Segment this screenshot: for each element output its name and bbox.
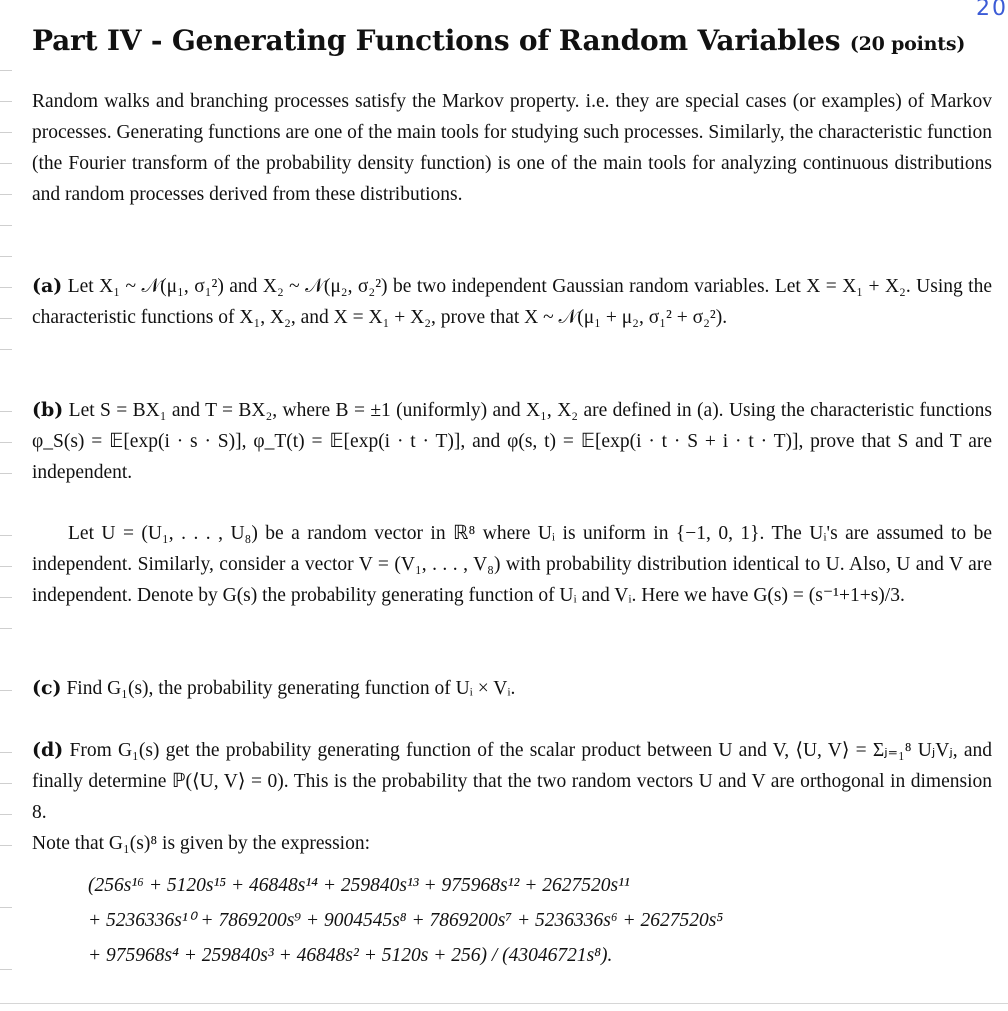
part-b-text: Let S = BX₁ and T = BX₂, where B = ±1 (uniformly) and X₁, X₂ are defined in (a). Using the characteristic functions φ_S(s) = 𝔼[exp(i · s · S)], φ_T(t) = 𝔼[exp(i · t · T)], and φ(s, t) = 𝔼[exp(i · t · S + i · t · T)], prove that S and T are independent. bbox=[32, 400, 992, 483]
polynomial-line-1: (256s¹⁶ + 5120s¹⁵ + 46848s¹⁴ + 259840s¹³ + 975968s¹² + 2627520s¹¹ bbox=[88, 875, 630, 896]
page-divider bbox=[0, 1003, 1008, 1004]
margin-tick bbox=[0, 628, 12, 629]
margin-tick bbox=[0, 752, 12, 753]
margin-tick bbox=[0, 907, 12, 908]
title-text: Part IV - Generating Functions of Random Variables bbox=[32, 24, 841, 57]
part-d-text: From G₁(s) get the probability generating function of the scalar product between U and V, ⟨U, V⟩ = Σⱼ₌₁⁸ UⱼVⱼ, and finally determine ℙ(⟨U, V⟩ = 0). This is the probability that the two random vectors U and V are orthogonal in dimension 8. bbox=[32, 740, 992, 823]
part-d-label: (d) bbox=[32, 739, 64, 761]
corner-handwritten-mark: 20 bbox=[976, 0, 1008, 21]
part-a bbox=[32, 271, 992, 333]
part-a-label: (a) bbox=[32, 275, 63, 297]
part-c-text: Find G₁(s), the probability generating function of Uᵢ × Vᵢ. bbox=[66, 678, 516, 699]
margin-tick bbox=[0, 70, 12, 71]
margin-tick bbox=[0, 163, 12, 164]
polynomial-line-2: + 5236336s¹⁰ + 7869200s⁹ + 9004545s⁸ + 7869200s⁷ + 5236336s⁶ + 2627520s⁵ bbox=[88, 910, 724, 931]
margin-tick bbox=[0, 194, 12, 195]
margin-tick bbox=[0, 101, 12, 102]
points-label: (20 points) bbox=[849, 33, 966, 55]
margin-tick bbox=[0, 442, 12, 443]
page-title bbox=[32, 24, 965, 57]
margin-tick bbox=[0, 845, 12, 846]
intro-paragraph: Random walks and branching processes satisfy the Markov property. i.e. they are special cases (or examples) of Markov processes. Generating functions are one of the main tools for studying such processes. Similarly, the characteristic function (the Fourier transform of the probability density function) is one of the main tools for analyzing continuous distributions and random processes derived from these distributions. bbox=[32, 91, 992, 205]
part-c bbox=[32, 673, 992, 704]
polynomial-line-3: + 975968s⁴ + 259840s³ + 46848s² + 5120s + 256) / (43046721s⁸). bbox=[88, 945, 613, 966]
part-b bbox=[32, 395, 992, 488]
margin-tick bbox=[0, 597, 12, 598]
margin-tick bbox=[0, 690, 12, 691]
margin-tick bbox=[0, 411, 12, 412]
margin-tick bbox=[0, 349, 12, 350]
part-c-label: (c) bbox=[32, 677, 62, 699]
part-a-text: Let X₁ ~ 𝒩(μ₁, σ₁²) and X₂ ~ 𝒩(μ₂, σ₂²) be two independent Gaussian random variables. Let X = X₁ + X₂. Using the characteristic functions of X₁, X₂, and X = X₁ + X₂, prove that X ~ 𝒩(μ₁ + μ₂, σ₁² + σ₂²). bbox=[32, 276, 993, 328]
part-b-label: (b) bbox=[32, 399, 64, 421]
margin-tick bbox=[0, 783, 12, 784]
setup-paragraph: Let U = (U₁, . . . , U₈) be a random vector in ℝ⁸ where Uᵢ is uniform in {−1, 0, 1}. The Uᵢ's are assumed to be independent. Similarly, consider a vector V = (V₁, . . . , V₈) with probability distribution identical to U. Also, U and V are independent. Denote by G(s) the probability generating function of Uᵢ and Vᵢ. Here we have G(s) = (s⁻¹+1+s)/3. bbox=[32, 523, 992, 606]
margin-tick bbox=[0, 969, 12, 970]
margin-tick bbox=[0, 535, 12, 536]
margin-tick bbox=[0, 473, 12, 474]
margin-tick bbox=[0, 566, 12, 567]
margin-tick bbox=[0, 256, 12, 257]
margin-tick bbox=[0, 814, 12, 815]
margin-tick bbox=[0, 225, 12, 226]
margin-tick bbox=[0, 318, 12, 319]
margin-tick bbox=[0, 132, 12, 133]
margin-tick bbox=[0, 287, 12, 288]
part-d-note: Note that G₁(s)⁸ is given by the expression: bbox=[32, 833, 370, 854]
part-d bbox=[32, 735, 992, 859]
